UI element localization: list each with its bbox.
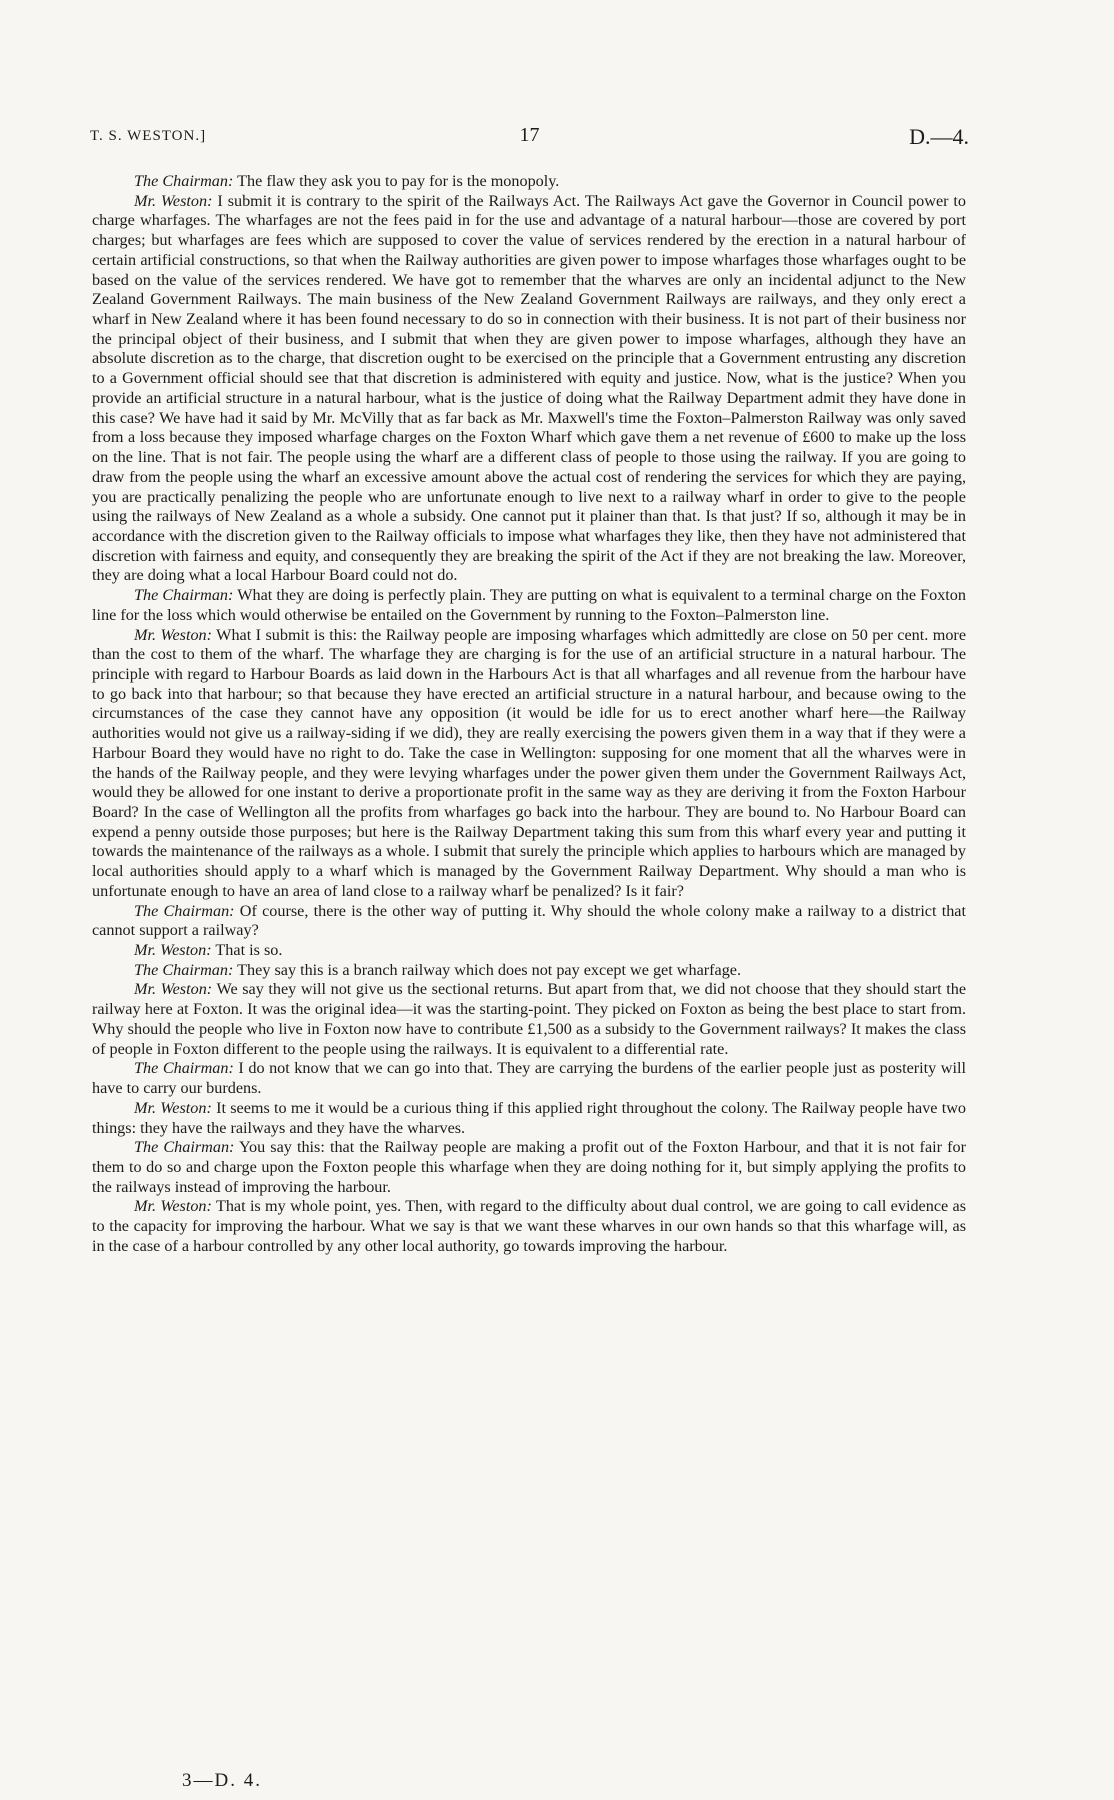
paragraph-text: I submit it is contrary to the spirit of the Railways Act. The Railways Act gave the Governor in Council power to charge wharfages. The wharfages are not the fees paid in for the use and advantage of a natural harbour—those are covered by port charges; but wharfages are fees which are supposed to cover the value of services rendered by the erection in a natural harbour of certain artificial constructions, so that when the Railway authorities are given power to impose wharfages those wharfages ought to be based on the value of the services rendered. We have got to remember that the wharves are only an incidental adjunct to the New Zealand Government Railways. The main business of the New Zealand Government Railways are railways, and they only erect a wharf in New Zealand where it has been found necessary to do so in connection with their business. It is not part of their business nor the principal object of their business, and I submit that when they are given power to impose wharfages, although they have an absolute discretion as to the charge, that discretion ought to be exercised on the principle that a Government entrusting any discretion to a Government official should see that that discretion is administered with equity and justice. Now, what is the justice? When you provide an artificial structure in a natural harbour, what is the justice of doing what the Railway Department admit they have done in this case? We have had it said by Mr. McVilly that as far back as Mr. Maxwell's time the Foxton–Palmerston Railway was only saved from a loss because they imposed wharfage charges on the Foxton Wharf which gave them a net revenue of £600 to make up the loss on the line. That is not fair. The people using the wharf are a different class of people to those using the railway. If you are going to draw from the people using the wharf an excessive amount above the actual cost of rendering the services for which they are paying, you are practically penalizing the people who are unfortunate enough to live next to a railway wharf in order to give to the people using the railways of New Zealand as a whole a subsidy. One cannot put it plainer than that. Is that just? If so, although it may be in accordance with the discretion given to the Railway officials to impose what wharfages they like, then they have not administered that discretion with fairness and equity, and consequently they are breaking the spirit of the Act if they are not breaking the law. Moreover, they are doing what a local Harbour Board could not do. bbox=[92, 191, 967, 585]
speaker-label: Mr. Weston: bbox=[134, 941, 212, 960]
paragraph bbox=[92, 626, 966, 902]
speaker-label: The Chairman: bbox=[134, 586, 234, 605]
signature-mark: 3—D. 4. bbox=[182, 1770, 262, 1791]
speaker-label: Mr. Weston: bbox=[134, 191, 213, 210]
paragraph-text: It seems to me it would be a curious thing if this applied right throughout the colony. The Railway people have two things: they have the railways and they have the wharves. bbox=[92, 1098, 967, 1137]
speaker-label: The Chairman: bbox=[134, 901, 235, 920]
paragraph bbox=[92, 1099, 966, 1138]
paragraph bbox=[92, 586, 966, 625]
paragraph-text: Of course, there is the other way of putting it. Why should the whole colony make a railway to a district that cannot support a railway? bbox=[92, 901, 966, 940]
page-number: 17 bbox=[519, 124, 540, 146]
paragraph bbox=[92, 1197, 966, 1256]
document-body bbox=[92, 172, 966, 1257]
paragraph bbox=[92, 172, 966, 192]
speaker-label: Mr. Weston: bbox=[134, 625, 213, 644]
paragraph-text: What I submit is this: the Railway people are imposing wharfages which admittedly are close on 50 per cent. more than the cost to them of the wharf. The wharfage they are charging is for the use of an artificial structure in a natural harbour. The principle with regard to Harbour Boards as laid down in the Harbours Act is that all wharfages and all revenue from the harbour have to go back into that harbour; so that because they have erected an artificial structure in a natural harbour, and because owing to the circumstances of the case they cannot have any opposition (it would be idle for us to erect another wharf here—the Railway authorities would not give us a railway-siding if we did), they are really exercising the powers given them in a way that if they were a Harbour Board they would have no right to do. Take the case in Wellington: supposing for one moment that all the wharves were in the hands of the Railway people, and they were levying wharfages under the power given them under the Government Railways Act, would they be allowed for one instant to derive a proportionate profit in the same way as they are deriving it from the Foxton Harbour Board? In the case of Wellington all the profits from wharfages go back into the harbour. They are bound to. No Harbour Board can expend a penny outside those purposes; but here is the Railway Department taking this sum from this wharf every year and putting it towards the maintenance of the railways as a whole. I submit that surely the principle which applies to harbours which are managed by local authorities should apply to a wharf which is managed by the Government Railway Department. Why should a man who is unfortunate enough to have an area of land close to a railway wharf be penalized? Is it fair? bbox=[92, 625, 966, 900]
speaker-label: The Chairman: bbox=[134, 1138, 235, 1157]
paragraph bbox=[92, 1138, 966, 1197]
paragraph bbox=[92, 192, 966, 586]
document-reference: D.—4. bbox=[909, 124, 969, 149]
paragraph bbox=[92, 980, 966, 1059]
speaker-label: Mr. Weston: bbox=[134, 1197, 212, 1216]
speaker-label: The Chairman: bbox=[134, 172, 234, 190]
speaker-label: Mr. Weston: bbox=[134, 980, 213, 999]
paragraph-text: What they are doing is perfectly plain. They are putting on what is equivalent to a terminal charge on the Foxton line for the loss which would otherwise be entailed on the Government by running to the Foxton–Palmerston line. bbox=[92, 586, 966, 624]
speaker-label: Mr. Weston: bbox=[134, 1098, 212, 1117]
header-witness-name: T. S. WESTON.] bbox=[90, 128, 207, 144]
paragraph-text: I do not know that we can go into that. They are carrying the burdens of the earlier people just as posterity will have to carry our burdens. bbox=[92, 1059, 966, 1098]
paragraph-text: That is so. bbox=[215, 941, 283, 960]
paragraph-text: We say they will not give us the sectional returns. But apart from that, we did not choose that they should start the railway here at Foxton. It was the original idea—it was the starting-point. They picked on Foxton as being the best place to start from. Why should the people who live in Foxton now have to contribute £1,500 as a subsidy to the Government railways? It makes the class of people in Foxton different to the people using the railways. It is equivalent to a differential rate. bbox=[92, 980, 967, 1058]
paragraph bbox=[92, 941, 966, 961]
speaker-label: The Chairman: bbox=[134, 960, 234, 979]
paragraph-text: They say this is a branch railway which does not pay except we get wharfage. bbox=[237, 960, 742, 979]
paragraph bbox=[92, 902, 966, 941]
paragraph bbox=[92, 961, 966, 981]
page-header bbox=[90, 124, 969, 154]
paragraph-text: The flaw they ask you to pay for is the monopoly. bbox=[237, 172, 560, 190]
paragraph-text: That is my whole point, yes. Then, with regard to the difficulty about dual control, we are going to call evidence as to the capacity for improving the harbour. What we say is that we want these wharves in our own hands so that this wharfage will, as in the case of a harbour controlled by any other local authority, go towards improving the harbour. bbox=[92, 1197, 966, 1255]
speaker-label: The Chairman: bbox=[134, 1059, 234, 1078]
paragraph bbox=[92, 1059, 966, 1098]
paragraph-text: You say this: that the Railway people are making a profit out of the Foxton Harbour, and that it is not fair for them to do so and charge upon the Foxton people this wharfage when they are doing nothing for it, but simply applying the profits to the railways instead of improving the harbour. bbox=[92, 1138, 966, 1196]
